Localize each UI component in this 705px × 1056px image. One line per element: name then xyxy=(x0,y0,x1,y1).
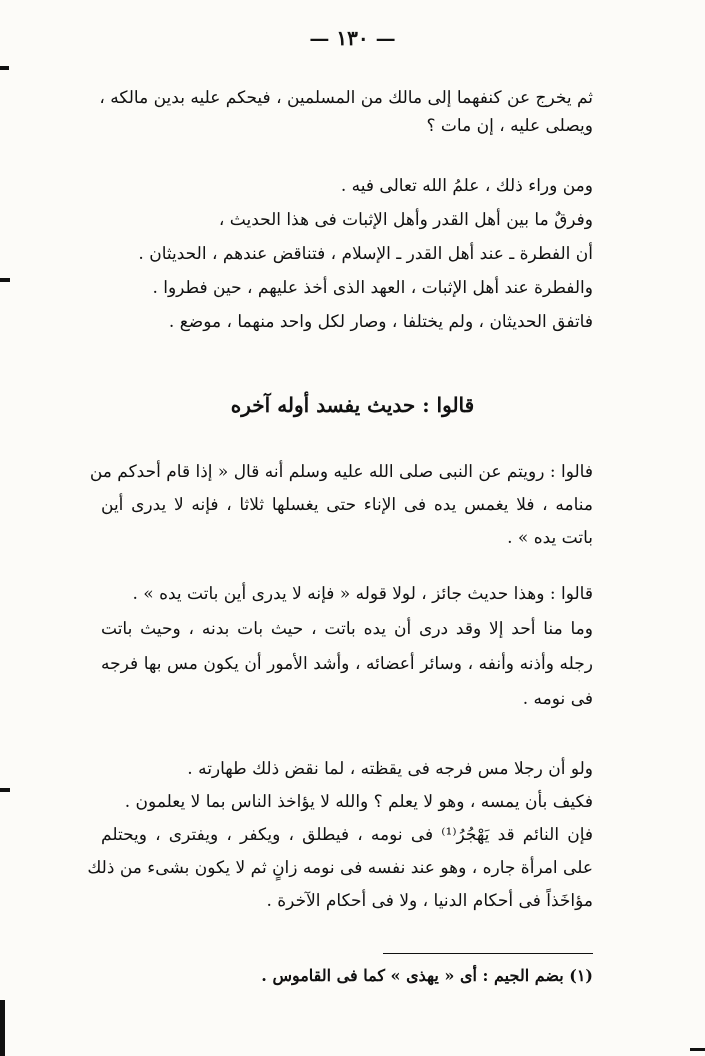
text-line: ومن وراء ذلك ، علمُ الله تعالى فيه . xyxy=(340,176,593,196)
text-line: فالوا : رويتم عن النبى صلى الله عليه وسلم أنه قال « إذا قام أحدكم من xyxy=(89,462,593,482)
text-line: فكيف بأن يمسه ، وهو لا يعلم ؟ والله لا يؤاخذ الناس بما لا يعلمون . xyxy=(124,792,593,812)
text-line: على امرأة جاره ، وهو عند نفسه فى نومه زانٍ ثم لا يكون بشىء من ذلك xyxy=(87,858,593,878)
text-line: فإن النائم قد يَهْجُرُ⁽¹⁾ فى نومه ، فيطلق ، ويكفر ، ويفترى ، ويحتلم xyxy=(101,825,594,845)
text-line: منامه ، فلا يغمس يده فى الإناء حتى يغسلها ثلاثا ، فإنه لا يدرى أين xyxy=(101,495,593,515)
text-line: والفطرة عند أهل الإثبات ، العهد الذى أخذ عليهم ، حين فطروا . xyxy=(152,278,593,298)
text-line: رجله وأذنه وأنفه ، وسائر أعضائه ، وأشد الأمور أن يكون مس بها فرجه xyxy=(101,654,593,674)
footnote-divider xyxy=(383,953,593,954)
page-number: — ١٣٠ — xyxy=(309,26,396,50)
scan-edge-mark xyxy=(0,278,10,282)
text-line: أن الفطرة ـ عند أهل القدر ـ الإسلام ، فتناقض عندهم ، الحديثان . xyxy=(138,244,593,264)
section-heading: قالوا : حديث يفسد أوله آخره xyxy=(230,393,475,417)
text-line: وما منا أحد إلا وقد درى أن يده باتت ، حيث بات بدنه ، وحيث باتت xyxy=(101,619,593,639)
text-line: قالوا : وهذا حديث جائز ، لولا قوله « فإنه لا يدرى أين باتت يده » . xyxy=(132,584,593,604)
text-line: ويصلى عليه ، إن مات ؟ xyxy=(426,116,593,136)
paragraph-block-2 xyxy=(101,172,593,336)
text-line: باتت يده » . xyxy=(507,528,593,548)
scan-edge-mark xyxy=(690,1048,705,1051)
text-line: فى نومه . xyxy=(522,689,593,709)
scan-edge-mark xyxy=(0,788,10,792)
scan-edge-mark xyxy=(0,1000,5,1056)
text-line: مؤاخَذاً فى أحكام الدنيا ، ولا فى أحكام الآخرة . xyxy=(266,891,593,911)
text-line: ولو أن رجلا مس فرجه فى يقظته ، لما نقض ذلك طهارته . xyxy=(187,759,593,779)
paragraph-block-3 xyxy=(89,458,593,552)
paragraph-block-5 xyxy=(87,755,594,915)
text-line: ثم يخرج عن كنفهما إلى مالك من المسلمين ، فيحكم عليه بدين مالكه ، xyxy=(99,88,593,108)
text-line: فاتفق الحديثان ، ولم يختلفا ، وصار لكل واحد منهما ، موضع . xyxy=(168,312,593,332)
paragraph-block-1 xyxy=(101,84,593,140)
paragraph-block-4 xyxy=(101,580,593,713)
footnote: (١) بضم الجيم : أى « يهذى » كما فى القاموس . xyxy=(261,966,593,985)
scan-edge-mark xyxy=(0,66,9,70)
text-line: وفرقٌ ما بين أهل القدر وأهل الإثبات فى هذا الحديث ، xyxy=(218,210,593,230)
